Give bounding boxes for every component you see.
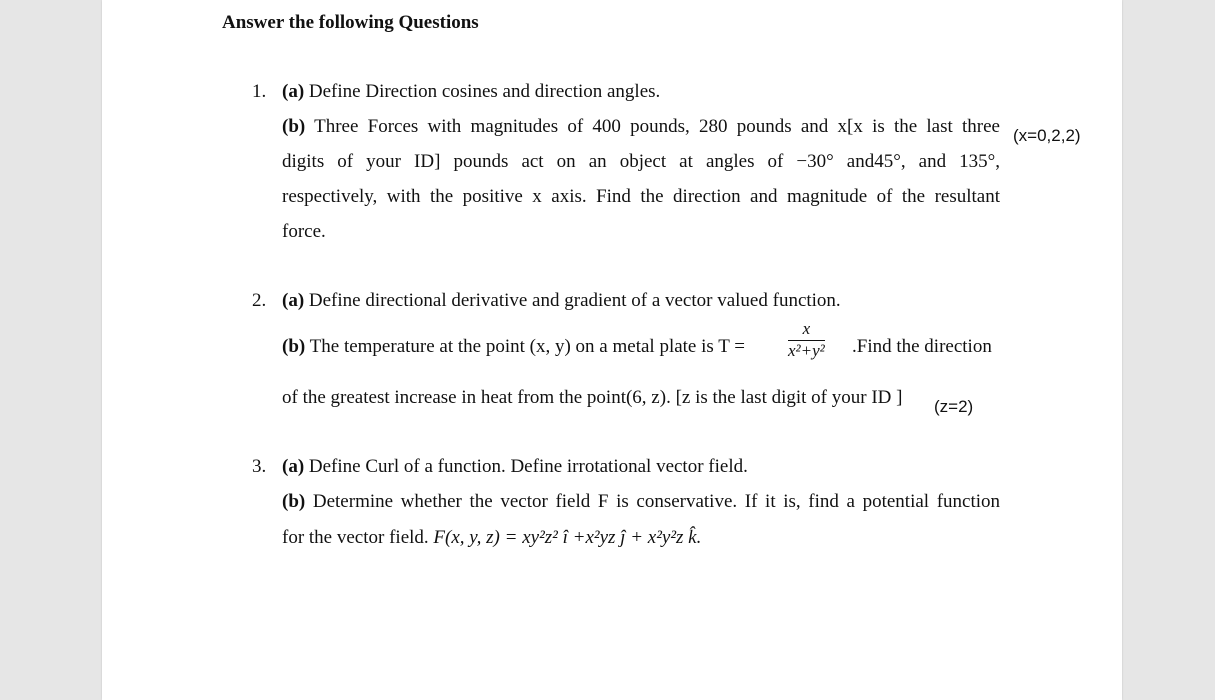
question-2a-text: Define directional derivative and gradient of a vector valued function.	[308, 290, 841, 311]
question-1-note: (x=0,2,2)	[1013, 126, 1081, 145]
question-1b-line-4: force.	[282, 221, 326, 242]
question-2a	[282, 290, 841, 312]
fraction-numerator: x	[788, 320, 825, 341]
question-1-number: 1.	[252, 81, 267, 102]
question-1b-label: (b)	[282, 116, 306, 137]
question-2-number: 2.	[252, 290, 267, 311]
vector-field-formula: F(x, y, z) = xy²z² î +x²yz ĵ + x²y²z k̂.	[433, 527, 702, 548]
question-1a-label: (a)	[282, 81, 305, 102]
question-1b-text-1: Three Forces with magnitudes of 400 pounds, 280 pounds and x[x is the last three	[314, 116, 1000, 137]
question-3a	[282, 456, 748, 478]
question-3a-text: Define Curl of a function. Define irrotational vector field.	[308, 456, 748, 477]
page-heading: Answer the following Questions	[222, 12, 479, 33]
question-2-note: (z=2)	[934, 397, 974, 416]
fraction-denominator: x²+y²	[788, 340, 825, 360]
question-2b-prefix: The temperature at the point (x, y) on a metal plate is T =	[309, 336, 745, 357]
question-3-number: 3.	[252, 456, 267, 477]
question-1b-line-2: digits of your ID] pounds act on an object at angles of −30° and45°, and 135°,	[282, 151, 1000, 172]
question-3b-text-1: Determine whether the vector field F is conservative. If it is, find a potential function	[312, 491, 1001, 512]
question-3b-prefix: for the vector field.	[282, 527, 429, 548]
question-2a-label: (a)	[282, 290, 305, 311]
question-2b-label: (b)	[282, 336, 306, 357]
question-3b-label: (b)	[282, 491, 306, 512]
question-2b-line-2: of the greatest increase in heat from the point(6, z). [z is the last digit of your ID ]	[282, 387, 903, 408]
question-1b-line-1	[282, 116, 1000, 138]
question-3b-line-2	[282, 527, 701, 549]
question-1a-text: Define Direction cosines and direction angles.	[308, 81, 661, 102]
temperature-fraction	[788, 320, 825, 360]
question-3b-line-1	[282, 491, 1000, 513]
question-2b-line-1	[282, 320, 1000, 370]
question-3a-label: (a)	[282, 456, 305, 477]
question-1a	[282, 81, 660, 103]
question-2b-suffix: .Find the direction	[852, 336, 992, 357]
question-1b-line-3: respectively, with the positive x axis. Find the direction and magnitude of the resultant	[282, 186, 1000, 207]
